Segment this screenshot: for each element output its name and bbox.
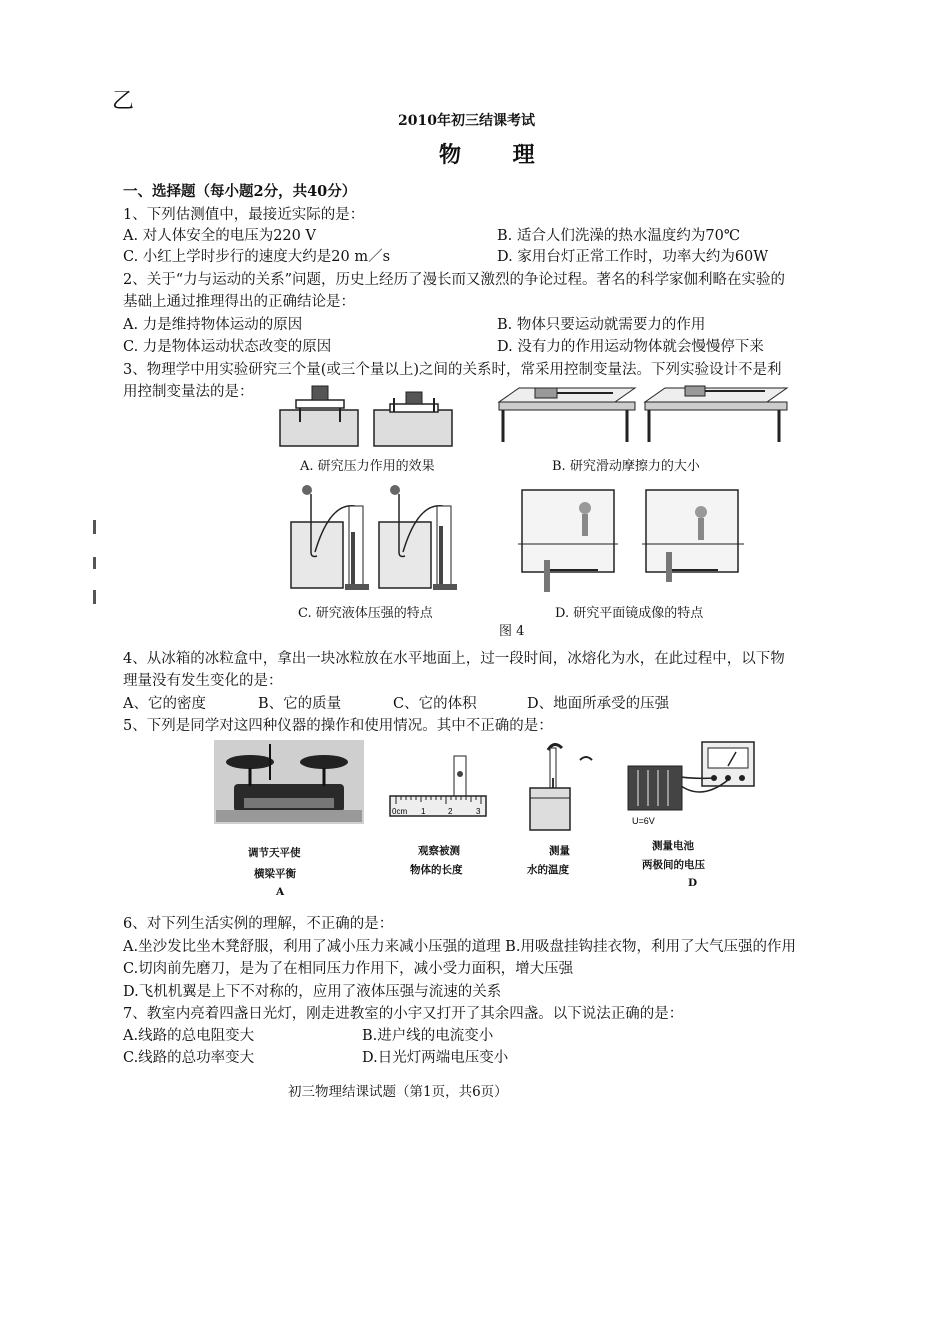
q2-option-c: C. 力是物体运动状态改变的原因 xyxy=(123,339,332,355)
q4-option-b: B、它的质量 xyxy=(258,696,342,712)
q2-stem-line2: 基础上通过推理得出的正确结论是： xyxy=(123,294,355,310)
q5-caption-b-line1: 观察被测 xyxy=(418,845,460,857)
q1-option-c: C. 小红上学时步行的速度大约是20 m／s xyxy=(123,249,391,265)
ruler-label-1: 1 xyxy=(421,807,426,816)
scan-edge-mark xyxy=(93,590,96,604)
q1-option-a: A. 对人体安全的电压为220 V xyxy=(123,228,316,244)
figure-ruler xyxy=(388,752,492,824)
q5-caption-c-line2: 水的温度 xyxy=(527,864,569,876)
q7-option-d: D.日光灯两端电压变小 xyxy=(362,1050,509,1066)
figure-balance-scale xyxy=(214,740,364,824)
q7-option-b: B.进户线的电流变小 xyxy=(362,1028,494,1044)
q2-option-a: A. 力是维持物体运动的原因 xyxy=(123,317,303,333)
figure-plane-mirror xyxy=(518,486,748,596)
q7-stem: 7、教室内亮着四盏日光灯，刚走进教室的小宇又打开了其余四盏。以下说法正确的是： xyxy=(123,1006,684,1022)
q6-option-d: D.飞机机翼是上下不对称的，应用了液体压强与流速的关系 xyxy=(123,984,502,1000)
q6-option-c: C.切肉前先磨刀，是为了在相同压力作用下，减小受力面积，增大压强 xyxy=(123,961,574,977)
scan-edge-mark xyxy=(93,520,96,534)
exam-title: 2010年初三结课考试 xyxy=(398,113,535,129)
q3-stem-line2: 用控制变量法的是： xyxy=(123,384,254,400)
q1-option-b: B. 适合人们洗澡的热水温度约为70℃ xyxy=(497,228,741,244)
q5-letter-d: D xyxy=(688,877,698,889)
q4-stem-line1: 4、从冰箱的冰粒盒中，拿出一块冰粒放在水平地面上，过一段时间，冰熔化为水，在此过程中，以下物 xyxy=(123,651,785,667)
q4-option-d: D、地面所承受的压强 xyxy=(527,696,670,712)
q3-caption-d: D. 研究平面镜成像的特点 xyxy=(555,606,704,621)
q3-stem-line1: 3、物理学中用实验研究三个量(或三个量以上)之间的关系时，常采用控制变量法。下列实验设计不是利 xyxy=(123,362,782,378)
q5-letter-a: A xyxy=(276,886,285,898)
q2-stem-line1: 2、关于“力与运动的关系”问题，历史上经历了漫长而又激烈的争论过程。著名的科学家伽利略在实验的 xyxy=(123,272,786,288)
figure-thermometer-beaker xyxy=(518,738,602,834)
q5-caption-c-line1: 测量 xyxy=(549,845,570,857)
q5-stem: 5、下列是同学对这四种仪器的操作和使用情况。其中不正确的是： xyxy=(123,718,553,734)
figure-liquid-pressure xyxy=(285,482,465,592)
q5-caption-d-line2: 两极间的电压 xyxy=(642,859,705,871)
voltage-label: U=6V xyxy=(632,816,655,826)
q5-caption-b-line2: 物体的长度 xyxy=(410,864,463,876)
figure-pressure-effect xyxy=(278,380,458,450)
q5-caption-d-line1: 测量电池 xyxy=(652,840,694,852)
q1-stem: 1、下列估测值中，最接近实际的是： xyxy=(123,207,365,223)
corner-mark: 乙 xyxy=(112,89,135,114)
q3-caption-b: B. 研究滑动摩擦力的大小 xyxy=(552,459,700,474)
q7-option-a: A.线路的总电阻变大 xyxy=(123,1028,255,1044)
scan-edge-mark xyxy=(93,557,96,569)
q5-caption-a-line2: 横梁平衡 xyxy=(254,868,296,880)
q2-option-b: B. 物体只要运动就需要力的作用 xyxy=(497,317,706,333)
q1-option-d: D. 家用台灯正常工作时，功率大约为60W xyxy=(497,249,769,265)
ruler-label-0: 0cm xyxy=(392,807,408,816)
q3-caption-c: C. 研究液体压强的特点 xyxy=(298,606,433,621)
page-footer: 初三物理结课试题（第1页，共6页） xyxy=(288,1084,508,1100)
q5-caption-a-line1: 调节天平使 xyxy=(248,847,301,859)
q3-caption-a: A. 研究压力作用的效果 xyxy=(300,459,435,474)
q6-stem: 6、对下列生活实例的理解，不正确的是： xyxy=(123,916,394,932)
ruler-label-3: 3 xyxy=(476,807,481,816)
q4-option-a: A、它的密度 xyxy=(123,696,206,712)
q4-stem-line2: 理量没有发生变化的是： xyxy=(123,673,283,689)
q2-option-d: D. 没有力的作用运动物体就会慢慢停下来 xyxy=(497,339,764,355)
figure-label: 图 4 xyxy=(499,624,525,639)
section-heading: 一、选择题（每小题2分，共40分） xyxy=(123,183,357,200)
figure-sliding-friction xyxy=(495,380,795,445)
q7-option-c: C.线路的总功率变大 xyxy=(123,1050,255,1066)
figure-voltmeter-battery xyxy=(618,740,768,830)
subject-title: 物 理 xyxy=(439,142,557,168)
ruler-label-2: 2 xyxy=(448,807,453,816)
q4-option-c: C、它的体积 xyxy=(393,696,477,712)
q6-options-ab: A.坐沙发比坐木凳舒服，利用了减小压力来减小压强的道理 B.用吸盘挂钩挂衣物，利用了大气压强的作用 xyxy=(123,939,796,955)
